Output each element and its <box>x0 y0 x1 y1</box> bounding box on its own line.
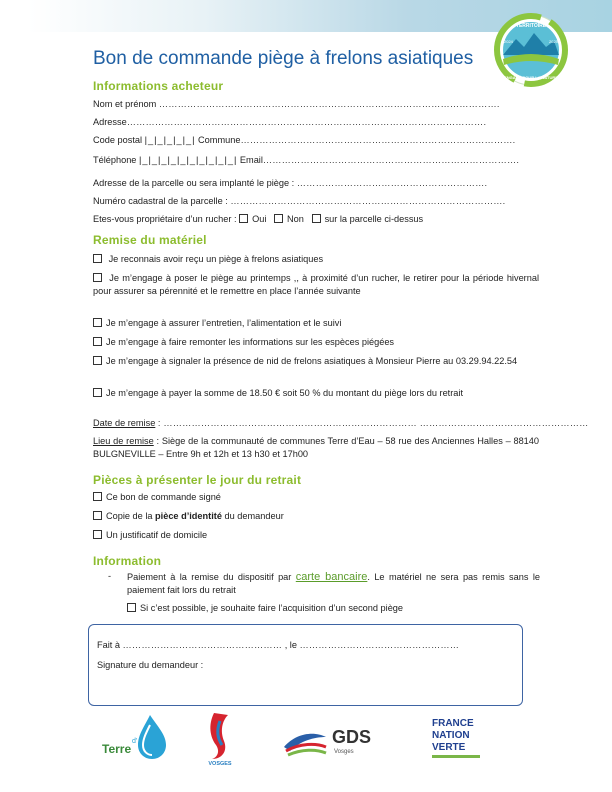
delivery-item-3 <box>93 317 539 330</box>
owner-yes-checkbox[interactable] <box>239 214 248 223</box>
delivery-checkbox-5[interactable] <box>93 356 102 365</box>
delivery-item-6-text: Je m’engage à payer la somme de 18.50 € soit 50 % du montant du piège lors du retrait <box>106 388 463 398</box>
document-item-2 <box>93 511 284 521</box>
address-dots: ……………………………………………………………………………………………………. <box>126 117 487 127</box>
commune-dots[interactable]: ……………………………………………………………………………. <box>240 135 516 145</box>
delivery-checkbox-3[interactable] <box>93 318 102 327</box>
document-item-1-text: Ce bon de commande signé <box>106 492 221 502</box>
email-dots[interactable]: ………………………………………………………………………. <box>262 155 520 165</box>
name-label: Nom et prénom <box>93 99 157 109</box>
phone-email-row[interactable] <box>93 155 519 165</box>
gds-text: GDS <box>332 727 372 747</box>
delivery-date-label: Date de remise <box>93 418 156 428</box>
phone-boxes[interactable]: |_|_|_|_|_|_|_|_|_|_| <box>138 155 238 165</box>
france-text: FRANCE <box>432 718 474 729</box>
made-at-dots: …………………………………………… <box>122 640 283 650</box>
nation-text: NATION <box>432 730 470 741</box>
document-item-1 <box>93 492 221 502</box>
cadastral-label: Numéro cadastral de la parcelle : <box>93 196 228 206</box>
delivery-date-field[interactable] <box>93 418 589 428</box>
signature-label: Signature du demandeur : <box>97 660 204 670</box>
terre-sup-text: d’ <box>132 738 138 745</box>
delivery-item-6 <box>93 387 539 400</box>
on-label: , le <box>284 640 297 650</box>
delivery-item-1-text: Je reconnais avoir reçu un piège à frelons asiatiques <box>108 254 324 264</box>
name-field[interactable] <box>93 99 500 109</box>
delivery-item-2-text: Je m’engage à poser le piège au printemps ,, à proximité d’un rucher, le retirer pour la période hivernal pour assurer sa pérennité et le remettre en place l’année suivante <box>93 273 539 296</box>
delivery-item-1 <box>93 253 539 266</box>
delivery-item-5-text: Je m’engage à signaler la présence de nid de frelons asiatiques à Monsieur Pierre au 03.29.94.22.54 <box>106 356 518 366</box>
owner-yes-label: Oui <box>252 214 267 224</box>
delivery-checkbox-1[interactable] <box>93 254 102 263</box>
owner-no-label: Non <box>287 214 304 224</box>
verte-text: VERTE <box>432 742 466 753</box>
second-trap-option <box>127 603 403 613</box>
delivery-place-text: : Siège de la communauté de communes Terre d’Eau – 58 rue des Anciennes Halles – 88140 BULGNEVILLE – Entre 9h et 12h et 13 h30 et 17h00 <box>93 436 540 459</box>
badge-top-text: TERRITOIRE <box>515 23 547 29</box>
address-label: Adresse <box>93 117 127 127</box>
commune-label: Commune <box>198 135 241 145</box>
delivery-place-label: Lieu de remise <box>93 436 154 446</box>
information-payment-post: . Le matériel ne sera pas remis sans le paiement fait lors du retrait <box>127 572 541 595</box>
name-dots: ………………………………………………………………………………………………. <box>158 99 500 109</box>
postal-label: Code postal <box>93 135 143 145</box>
parcel-address-field[interactable] <box>93 178 487 188</box>
second-trap-checkbox[interactable] <box>127 603 136 612</box>
terre-text: Terre <box>102 742 132 756</box>
delivery-place <box>93 435 539 461</box>
document-item-3 <box>93 530 207 540</box>
terre-deau-logo <box>100 713 168 763</box>
delivery-date-dots: : ……………………………………………………………………… ……………………………………………… <box>157 418 589 428</box>
delivery-item-4 <box>93 336 539 349</box>
parcel-address-dots: ……………………………………………………. <box>296 178 488 188</box>
email-label: Email <box>239 155 263 165</box>
owner-no-checkbox[interactable] <box>274 214 283 223</box>
section-information-heading: Information <box>93 554 162 568</box>
postal-commune-row[interactable] <box>93 135 515 145</box>
information-payment <box>127 571 540 597</box>
france-nation-verte-logo <box>430 715 482 763</box>
postal-boxes[interactable]: |_|_|_|_|_| <box>144 135 196 145</box>
delivery-item-3-text: Je m’engage à assurer l’entretien, l’alimentation et le suivi <box>106 318 342 328</box>
gds-vosges-logo <box>280 717 390 761</box>
made-at-row[interactable] <box>97 640 459 650</box>
delivery-item-2 <box>93 272 539 298</box>
phone-label: Téléphone <box>93 155 137 165</box>
parcel-address-label: Adresse de la parcelle ou sera implanté le piège : <box>93 178 295 188</box>
badge-year-left: 2024 <box>504 39 513 44</box>
section-documents-heading: Pièces à présenter le jour du retrait <box>93 473 302 487</box>
second-trap-text: Si c’est possible, je souhaite faire l’acquisition d’un second piège <box>140 603 404 613</box>
card-payment-link[interactable]: carte bancaire <box>295 571 368 583</box>
document-item-2-post: du demandeur <box>224 511 284 521</box>
owner-parcel-label: sur la parcelle ci-dessus <box>324 214 424 224</box>
cadastral-field[interactable] <box>93 196 505 206</box>
partner-logos <box>0 705 612 785</box>
document-item-2-bold: pièce d’identité <box>155 511 222 521</box>
delivery-checkbox-2[interactable] <box>93 273 102 282</box>
cadastral-dots: ……………………………………………………………………………. <box>230 196 506 206</box>
delivery-checkbox-4[interactable] <box>93 337 102 346</box>
vosges-logo <box>200 711 240 767</box>
section-buyer-heading: Informations acheteur <box>93 79 224 93</box>
page-title: Bon de commande piège à frelons asiatiques <box>93 48 474 69</box>
gds-sub-text: Vosges <box>334 749 354 755</box>
owner-parcel-checkbox[interactable] <box>312 214 321 223</box>
owner-question-row <box>93 214 423 224</box>
section-delivery-heading: Remise du matériel <box>93 233 207 247</box>
information-payment-pre: Paiement à la remise du dispositif par <box>127 572 292 582</box>
information-dash: - <box>108 571 112 581</box>
document-checkbox-1[interactable] <box>93 492 102 501</box>
made-at-label: Fait à <box>97 640 120 650</box>
delivery-item-5 <box>93 355 539 368</box>
badge-bottom-text: ENGAGÉ POUR LA NATURE <box>504 75 558 80</box>
document-item-3-text: Un justificatif de domicile <box>106 530 208 540</box>
document-item-2-pre: Copie de la <box>106 511 153 521</box>
document-checkbox-3[interactable] <box>93 530 102 539</box>
vosges-text: VOSGES <box>208 761 232 767</box>
document-checkbox-2[interactable] <box>93 511 102 520</box>
delivery-item-4-text: Je m’engage à faire remonter les informations sur les espèces piégées <box>106 337 395 347</box>
owner-question-label: Etes-vous propriétaire d’un rucher : <box>93 214 237 224</box>
on-dots: …………………………………………… <box>299 640 460 650</box>
badge-year-right: 2025 <box>549 39 558 44</box>
delivery-checkbox-6[interactable] <box>93 388 102 397</box>
territoire-engage-badge <box>494 13 568 87</box>
address-field[interactable] <box>93 117 486 127</box>
